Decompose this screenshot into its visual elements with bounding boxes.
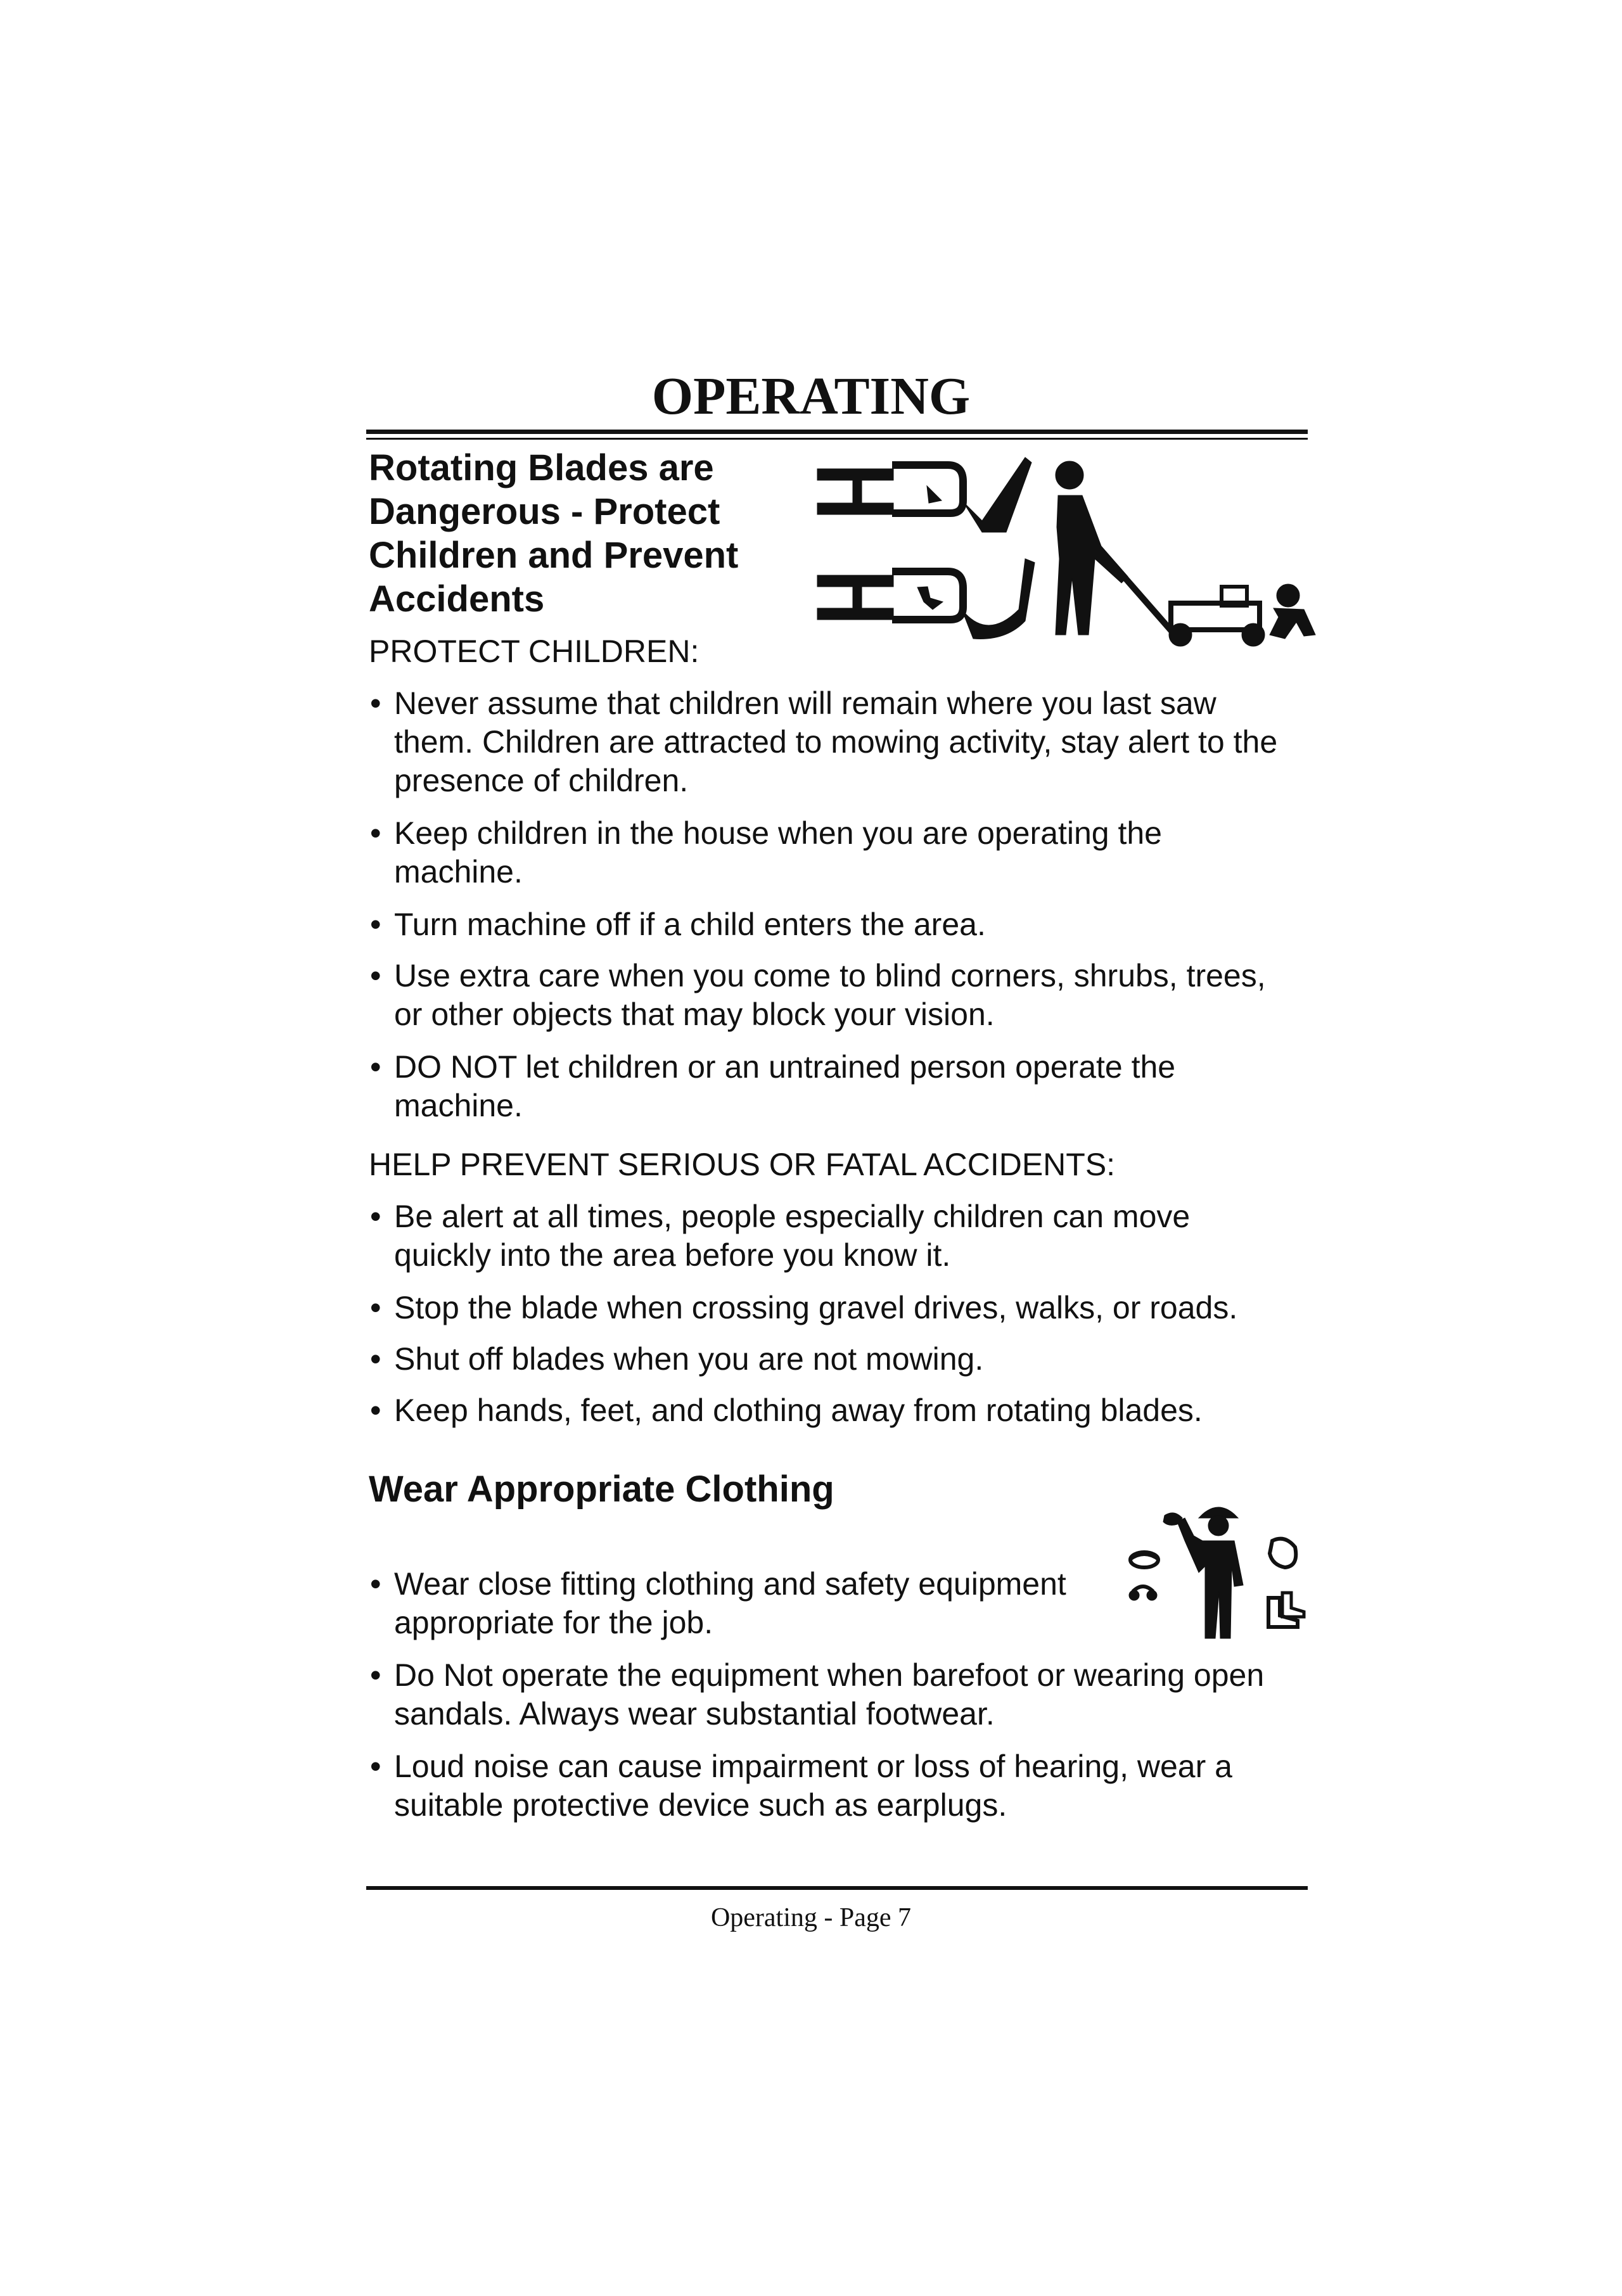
list-item-text: Wear close fitting clothing and safety equipment [394, 1566, 1066, 1602]
header-double-rule [366, 430, 1308, 440]
list-item-text: Loud noise can cause impairment or loss of hearing, wear a [394, 1749, 1232, 1784]
list-item [369, 1340, 1319, 1379]
list-item [369, 957, 1319, 1034]
list-item [369, 1565, 1319, 1642]
list-item-text: appropriate for the job. [394, 1605, 713, 1640]
list-item-text: Be alert at all times, people especially children can move [394, 1199, 1191, 1234]
list-item [369, 684, 1319, 800]
clothing-list [369, 1565, 1319, 1825]
blades-section-heading [369, 446, 738, 621]
list-item [369, 1197, 1319, 1275]
list-item-text: Keep hands, feet, and clothing away from rotating blades. [394, 1393, 1203, 1428]
list-item-text: machine. [394, 854, 523, 890]
page-title: OPERATING [651, 367, 971, 426]
list-item-text: presence of children. [394, 763, 689, 798]
list-item [369, 1391, 1319, 1430]
page-footer: Operating - Page 7 [710, 1903, 912, 1932]
list-item-text: Shut off blades when you are not mowing. [394, 1341, 984, 1377]
list-item-text: Stop the blade when crossing gravel drives, walks, or roads. [394, 1290, 1238, 1325]
list-item-text: sandals. Always wear substantial footwear. [394, 1696, 995, 1732]
clothing-section-heading: Wear Appropriate Clothing [369, 1469, 834, 1510]
protect-children-list [369, 684, 1319, 1125]
list-item-text: or other objects that may block your vision. [394, 997, 995, 1032]
list-item-text: them. Children are attracted to mowing activity, stay alert to the [394, 724, 1278, 760]
prevent-accidents-label: HELP PREVENT SERIOUS OR FATAL ACCIDENTS: [369, 1147, 1116, 1182]
prevent-accidents-list [369, 1197, 1319, 1430]
list-item [369, 814, 1319, 891]
list-item-text: machine. [394, 1088, 523, 1123]
list-item-text: Never assume that children will remain where you last saw [394, 686, 1216, 721]
heading-line: Rotating Blades are [369, 447, 714, 488]
protect-children-label: PROTECT CHILDREN: [369, 634, 699, 669]
heading-line: Children and Prevent [369, 535, 739, 576]
list-item-text: suitable protective device such as earplugs. [394, 1787, 1007, 1823]
blade-hazard-mower-child-icon [816, 451, 1317, 647]
footer-rule [366, 1886, 1308, 1890]
heading-line: Accidents [369, 578, 545, 620]
list-item [369, 1289, 1319, 1327]
list-item-text: quickly into the area before you know it. [394, 1237, 951, 1273]
list-item-text: Keep children in the house when you are operating the [394, 815, 1162, 851]
list-item [369, 905, 1319, 944]
list-item-text: Use extra care when you come to blind corners, shrubs, trees, [394, 958, 1266, 993]
list-item [369, 1048, 1319, 1125]
list-item-text: DO NOT let children or an untrained person operate the [394, 1049, 1176, 1085]
list-item [369, 1747, 1319, 1825]
list-item-text: Do Not operate the equipment when barefoot or wearing open [394, 1657, 1265, 1693]
heading-line: Dangerous - Protect [369, 491, 720, 532]
list-item [369, 1656, 1319, 1733]
list-item-text: Turn machine off if a child enters the area. [394, 907, 986, 942]
